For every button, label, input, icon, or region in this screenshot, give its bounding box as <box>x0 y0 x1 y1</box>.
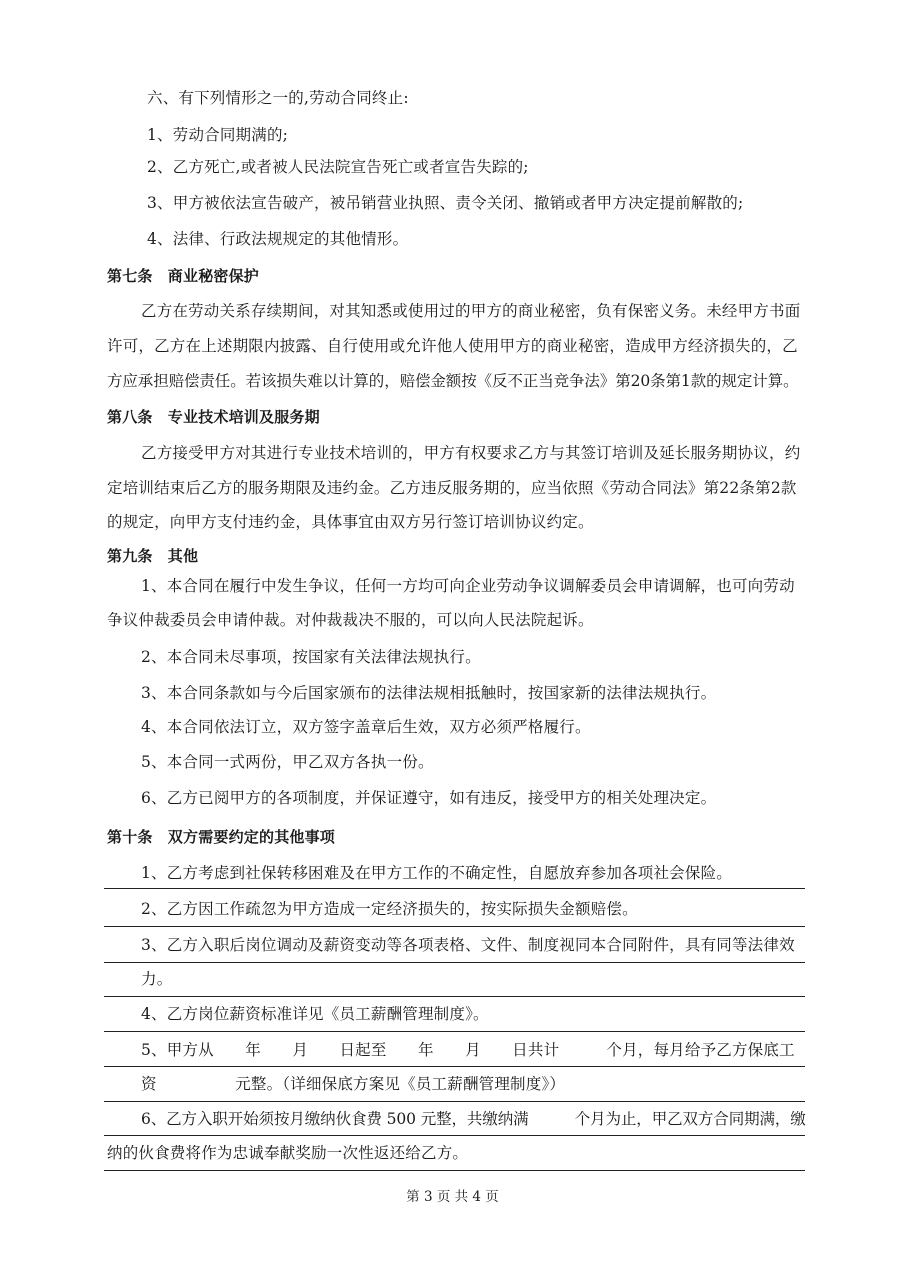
article-10-item-6-line-1: 6、乙方入职开始须按月缴纳伙食费 500 元整，共缴纳满 个月为止，甲乙双方合同期满，缴 <box>141 1110 806 1128</box>
fill-in-underline <box>104 1066 805 1067</box>
clause-item-3: 3、甲方被依法宣告破产，被吊销营业执照、责令关闭、撤销或者甲方决定提前解散的; <box>147 194 744 212</box>
article-7-line-3: 方应承担赔偿责任。若该损失难以计算的，赔偿金额按《反不正当竞争法》第20条第1款的规定计算。 <box>107 372 799 390</box>
article-10-item-4: 4、乙方岗位薪资标准详见《员工薪酬管理制度》。 <box>141 1005 489 1023</box>
article-9-item-1-line-1: 1、本合同在履行中发生争议，任何一方均可向企业劳动争议调解委员会申请调解，也可向劳动 <box>141 577 795 595</box>
article-10-title: 第十条 双方需要约定的其他事项 <box>107 828 336 846</box>
article-9-item-6: 6、乙方已阅甲方的各项制度，并保证遵守，如有违反，接受甲方的相关处理决定。 <box>141 789 717 807</box>
article-10-item-3-line-1: 3、乙方入职后岗位调动及薪资变动等各项表格、文件、制度视同本合同附件，具有同等法律效 <box>141 936 795 954</box>
article-10-item-3-line-2: 力。 <box>141 970 173 988</box>
article-7-line-1: 乙方在劳动关系存续期间，对其知悉或使用过的甲方的商业秘密，负有保密义务。未经甲方书面 <box>141 302 801 320</box>
fill-in-underline <box>104 996 805 997</box>
article-9-item-4: 4、本合同依法订立，双方签字盖章后生效，双方必须严格履行。 <box>141 718 591 736</box>
article-9-item-1-line-2: 争议仲裁委员会申请仲裁。对仲裁裁决不服的，可以向人民法院起诉。 <box>107 611 594 629</box>
article-10-item-6-line-2: 纳的伙食费将作为忠诚奉献奖励一次性返还给乙方。 <box>107 1144 469 1162</box>
article-7-title: 第七条 商业秘密保护 <box>107 267 260 285</box>
fill-in-underline <box>104 888 805 889</box>
page-number-footer: 第 3 页 共 4 页 <box>406 1189 499 1205</box>
article-9-item-5: 5、本合同一式两份，甲乙双方各执一份。 <box>141 753 434 771</box>
article-10-item-1: 1、乙方考虑到社保转移困难及在甲方工作的不确定性，自愿放弃参加各项社会保险。 <box>141 864 732 882</box>
clause-item-1: 1、劳动合同期满的; <box>147 126 289 144</box>
article-8-line-1: 乙方接受甲方对其进行专业技术培训的，甲方有权要求乙方与其签订培训及延长服务期协议，约 <box>141 444 801 462</box>
article-10-item-5-line-2: 资 元整。（详细保底方案见《员工薪酬管理制度》） <box>141 1075 566 1093</box>
fill-in-underline <box>104 1101 805 1102</box>
fill-in-underline <box>104 962 805 963</box>
article-8-line-3: 的规定，向甲方支付违约金，具体事宜由双方另行签订培训协议约定。 <box>107 513 594 531</box>
fill-in-underline <box>104 1031 805 1032</box>
article-8-title: 第八条 专业技术培训及服务期 <box>107 408 320 426</box>
article-9-item-2: 2、本合同未尽事项，按国家有关法律法规执行。 <box>141 648 481 666</box>
article-9-title: 第九条 其他 <box>107 547 199 565</box>
article-10-item-2: 2、乙方因工作疏忽为甲方造成一定经济损失的，按实际损失金额赔偿。 <box>141 900 638 918</box>
article-9-item-3: 3、本合同条款如与今后国家颁布的法律法规相抵触时，按国家新的法律法规执行。 <box>141 684 717 702</box>
fill-in-underline <box>104 926 805 927</box>
article-10-item-5-line-1: 5、甲方从 年 月 日起至 年 月 日共计 个月，每月给予乙方保底工 <box>141 1041 795 1059</box>
clause-item-4: 4、法律、行政法规规定的其他情形。 <box>147 230 409 248</box>
article-8-line-2: 定培训结束后乙方的服务期限及违约金。乙方违反服务期的，应当依照《劳动合同法》第22条第2款 <box>107 479 797 497</box>
clause-item-2: 2、乙方死亡,或者被人民法院宣告死亡或者宣告失踪的; <box>147 158 529 176</box>
clause-intro: 六、有下列情形之一的,劳动合同终止: <box>147 89 409 107</box>
article-7-line-2: 许可，乙方在上述期限内披露、自行使用或允许他人使用甲方的商业秘密，造成甲方经济损失的，乙 <box>107 337 798 355</box>
fill-in-underline <box>104 1135 805 1136</box>
fill-in-underline <box>104 1170 805 1171</box>
